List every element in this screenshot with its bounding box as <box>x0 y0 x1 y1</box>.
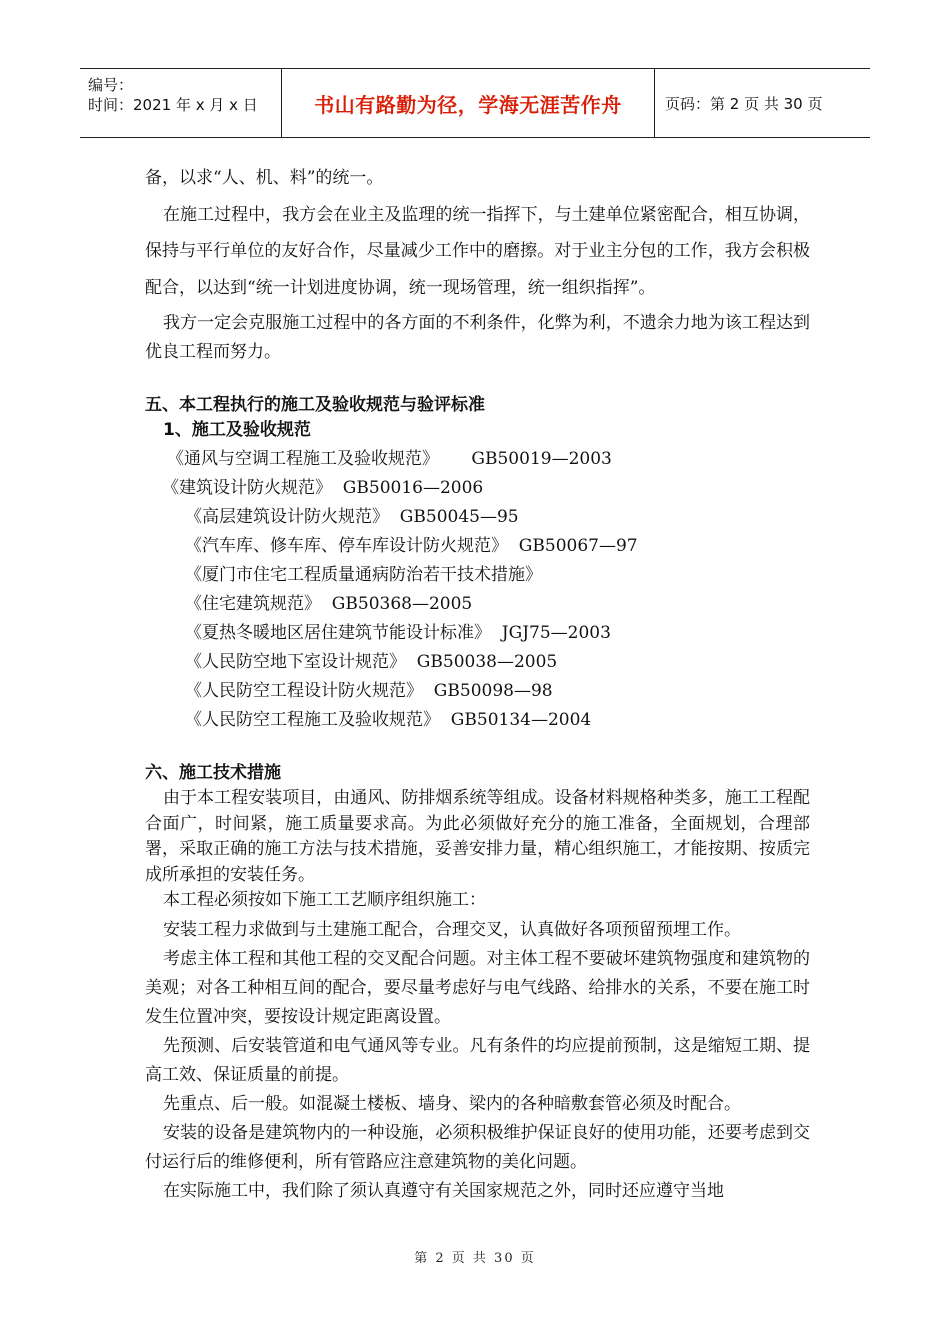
section5-title: 五、本工程执行的施工及验收规范与验评标准 <box>145 395 485 415</box>
standard-item: 《夏热冬暖地区居住建筑节能设计标准》 JGJ75—2003 <box>185 623 611 643</box>
standard-item: 《汽车库、修车库、停车库设计防火规范》 GB50067—97 <box>185 536 638 556</box>
header-meta <box>80 69 282 137</box>
paragraph-6-6: 先重点、后一般。如混凝土楼板、墙身、梁内的各种暗敷套管必须及时配合。 <box>163 1093 741 1114</box>
paragraph-6-2: 本工程必须按如下施工工艺顺序组织施工： <box>163 890 486 910</box>
paragraph-6-4: 考虑主体工程和其他工程的交叉配合问题。对主体工程不要破坏建筑物强度和建筑物的美观；对各工种相互间的配合，要尽量考虑好与电气线路、给排水的关系，不要在施工时发生位置冲突，要按设计规定距离设置。 <box>145 948 810 1027</box>
document-number-label: 编号： <box>88 76 134 94</box>
intro-paragraphs <box>145 160 810 306</box>
standards-list <box>145 445 810 735</box>
standard-item: 《建筑设计防火规范》 GB50016—2006 <box>162 478 484 498</box>
paragraph-overcome: 我方一定会克服施工过程中的各方面的不利条件，化弊为利，不遗余力地为该工程达到优良工程而努力。 <box>145 313 810 362</box>
paragraph-6-8: 在实际施工中，我们除了须认真遵守有关国家规范之外，同时还应遵守当地 <box>163 1180 724 1201</box>
standard-item: 《厦门市住宅工程质量通病防治若干技术措施》 <box>185 565 542 585</box>
paragraph-continue: 备，以求“人、机、料”的统一。 <box>145 168 384 188</box>
header-page-info: 页码：第 2 页 共 30 页 <box>665 94 823 113</box>
section6-title: 六、施工技术措施 <box>145 763 281 783</box>
page-header <box>80 68 870 138</box>
document-date: 时间：2021 年 x 月 x 日 <box>88 96 258 114</box>
section5-subtitle: 1、施工及验收规范 <box>163 420 311 440</box>
paragraph-6-3: 安装工程力求做到与土建施工配合，合理交叉，认真做好各项预留预埋工作。 <box>163 919 741 940</box>
page-footer: 第 2 页 共 30 页 <box>414 1251 536 1266</box>
paragraph-6-7: 安装的设备是建筑物内的一种设施，必须积极维护保证良好的使用功能，还要考虑到交付运行后的维修便利，所有管路应注意建筑物的美化问题。 <box>145 1122 810 1172</box>
standard-item: 《住宅建筑规范》 GB50368—2005 <box>185 594 473 614</box>
document-body <box>145 160 810 1206</box>
header-motto: 书山有路勤为径，学海无涯苦作舟 <box>282 69 655 137</box>
standard-item: 《通风与空调工程施工及验收规范》 GB50019—2003 <box>167 449 612 469</box>
paragraph-6-5: 先预测、后安装管道和电气通风等专业。凡有条件的均应提前预制，这是缩短工期、提高工效、保证质量的前提。 <box>145 1035 810 1085</box>
section6-paragraphs <box>145 786 810 1206</box>
paragraph-6-1: 由于本工程安装项目，由通风、防排烟系统等组成。设备材料规格种类多，施工工程配合面广，时间紧，施工质量要求高。为此必须做好充分的施工准备，全面规划，合理部署，采取正确的施工方法与技术措施，妥善安排力量，精心组织施工，才能按期、按质完成所承担的安装任务。 <box>145 788 810 885</box>
standard-item: 《人民防空工程施工及验收规范》 GB50134—2004 <box>185 710 592 730</box>
standard-item: 《人民防空地下室设计规范》 GB50038—2005 <box>185 652 558 672</box>
paragraph-coordination: 在施工过程中，我方会在业主及监理的统一指挥下，与土建单位紧密配合，相互协调，保持与平行单位的友好合作，尽量减少工作中的磨擦。对于业主分包的工作，我方会积极配合，以达到“统一计划进度协调，统一现场管理，统一组织指挥”。 <box>145 204 810 298</box>
standard-item: 《人民防空工程设计防火规范》 GB50098—98 <box>185 681 553 701</box>
standard-item: 《高层建筑设计防火规范》 GB50045—95 <box>185 507 519 527</box>
